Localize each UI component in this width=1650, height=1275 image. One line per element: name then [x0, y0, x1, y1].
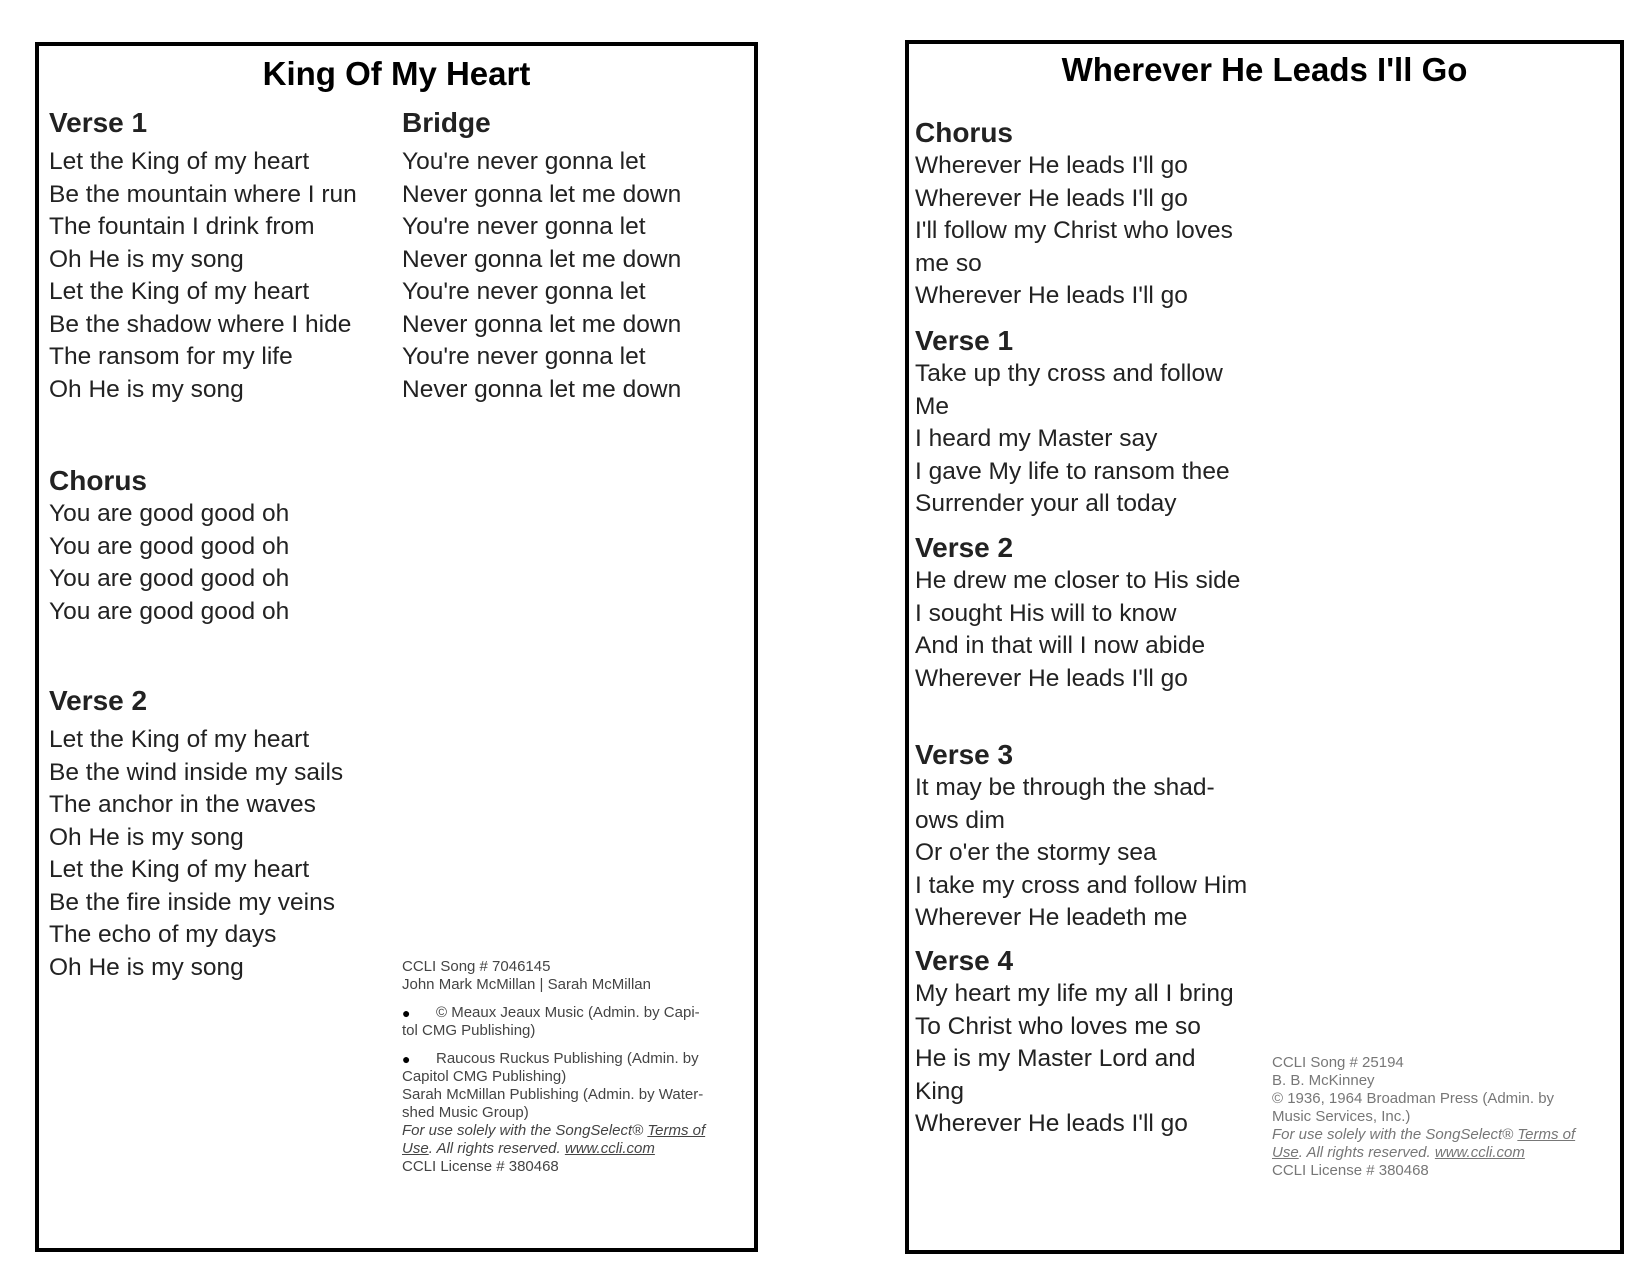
lyric-line: Wherever He leads I'll go [915, 1110, 1188, 1137]
usage-text: For use solely with the SongSelect® [1272, 1126, 1518, 1143]
lyric-line: He drew me closer to His side [915, 567, 1241, 594]
lyric-line: Wherever He leads I'll go [915, 282, 1188, 309]
lyric-line: Oh He is my song [49, 375, 244, 403]
lyric-line: Oh He is my song [49, 245, 244, 273]
song-title: King Of My Heart [262, 55, 531, 92]
rights-text: . All rights reserved. [1298, 1144, 1435, 1161]
section-heading: Verse 4 [915, 945, 1014, 976]
lyric-line: Never gonna let me down [402, 245, 682, 273]
lyric-lines [915, 565, 1240, 695]
ccli-license: CCLI License # 380468 [402, 1158, 559, 1175]
rights-text: . All rights reserved. [428, 1140, 565, 1157]
lyric-line: Wherever He leadeth me [915, 904, 1188, 931]
lyric-line: You're never gonna let [402, 213, 646, 240]
lyric-line: Or o'er the stormy sea [915, 839, 1157, 866]
publisher-item [402, 1050, 742, 1086]
lyric-line: Let the King of my heart [49, 856, 310, 883]
lyric-line: Be the mountain where I run [49, 180, 357, 208]
verse-1-section [915, 324, 1230, 521]
lyric-line: I'll follow my Christ who loves [915, 217, 1233, 244]
section-heading: Bridge [402, 107, 491, 138]
verse-3-section [915, 738, 1247, 935]
lyric-line: Me [915, 392, 950, 420]
publisher-item [402, 1004, 742, 1040]
lyric-line: King [915, 1077, 965, 1105]
ccli-song-number: CCLI Song # 25194 [1272, 1054, 1404, 1071]
lyric-line: The fountain I drink from [49, 213, 315, 240]
lyric-line: I sought His will to know [915, 599, 1177, 627]
publisher-text: Sarah McMillan Publishing (Admin. by Water- [402, 1086, 704, 1103]
song-sheet-king-of-my-heart [35, 42, 758, 1252]
lyric-line: Let the King of my heart [49, 148, 310, 175]
lyric-lines [915, 772, 1247, 935]
chorus-section [915, 116, 1233, 313]
lyric-line: Oh He is my song [49, 823, 244, 851]
ccli-footer [402, 958, 742, 1176]
lyric-line: I gave My life to ransom thee [915, 457, 1230, 485]
terms-of-use-link[interactable]: Use [1272, 1144, 1299, 1161]
section-heading: Verse 1 [49, 107, 148, 138]
lyric-line: You're never gonna let [402, 343, 646, 370]
publisher-text: Capitol CMG Publishing) [402, 1068, 567, 1085]
song-title: Wherever He Leads I'll Go [1061, 51, 1468, 88]
publisher-text: shed Music Group) [402, 1104, 529, 1121]
terms-of-use-link[interactable]: Use [402, 1140, 429, 1157]
chorus-section [49, 464, 289, 628]
lyric-lines [402, 146, 681, 406]
usage-notice [402, 1122, 742, 1140]
lyric-line: You are good good oh [49, 565, 290, 592]
lyric-lines [915, 358, 1230, 521]
lyric-line: You are good good oh [49, 500, 290, 527]
lyric-line: He is my Master Lord and [915, 1045, 1196, 1072]
lyric-line: Be the shadow where I hide [49, 310, 352, 338]
verse-2-section [49, 684, 343, 984]
lyric-line: Wherever He leads I'll go [915, 152, 1188, 179]
copyright-text: Music Services, Inc.) [1272, 1108, 1411, 1125]
verse-1-section [49, 106, 357, 406]
section-heading: Verse 1 [915, 325, 1014, 356]
lyric-line: me so [915, 249, 982, 277]
lyric-line: My heart my life my all I bring [915, 980, 1234, 1007]
ccli-website-link[interactable]: www.ccli.com [564, 1140, 655, 1157]
lyric-line: ows dim [915, 806, 1005, 834]
lyric-line: Be the wind inside my sails [49, 758, 344, 786]
song-authors: B. B. McKinney [1272, 1072, 1375, 1089]
lyric-lines [915, 150, 1233, 313]
lyric-line: I heard my Master say [915, 425, 1158, 452]
lyric-line: Wherever He leads I'll go [915, 184, 1188, 212]
lyric-lines [915, 978, 1234, 1141]
ccli-song-number: CCLI Song # 7046145 [402, 958, 551, 975]
publisher-text: © Meaux Jeaux Music (Admin. by Capi- [436, 1004, 700, 1021]
lyric-line: To Christ who loves me so [915, 1012, 1201, 1040]
lyric-line: Never gonna let me down [402, 310, 682, 338]
verse-4-section [915, 944, 1234, 1141]
copyright-text: © 1936, 1964 Broadman Press (Admin. by [1272, 1090, 1555, 1107]
ccli-footer [1272, 1054, 1617, 1180]
lyric-line: Never gonna let me down [402, 375, 682, 403]
usage-notice [402, 1140, 742, 1158]
lyric-line: Oh He is my song [49, 953, 244, 981]
bullet-icon: ● [402, 1005, 411, 1021]
section-heading: Chorus [915, 117, 1013, 148]
lyric-lines [49, 498, 289, 628]
lyric-line: You're never gonna let [402, 278, 646, 305]
lyric-line: You're never gonna let [402, 148, 646, 175]
ccli-license: CCLI License # 380468 [1272, 1162, 1429, 1179]
lyric-line: Take up thy cross and follow [915, 360, 1223, 387]
terms-of-use-link[interactable]: Terms of [1517, 1126, 1576, 1143]
lyric-line: I take my cross and follow Him [915, 871, 1248, 899]
lyric-lines [49, 724, 343, 984]
song-authors: John Mark McMillan | Sarah McMillan [402, 976, 651, 993]
usage-text: For use solely with the SongSelect® [402, 1122, 648, 1139]
publisher-text: tol CMG Publishing) [402, 1022, 536, 1039]
lyric-line: The echo of my days [49, 921, 277, 948]
lyric-line: Wherever He leads I'll go [915, 664, 1188, 692]
verse-2-section [915, 531, 1240, 695]
lyric-line: Never gonna let me down [402, 180, 682, 208]
lyric-line: And in that will I now abide [915, 632, 1206, 659]
bullet-icon: ● [402, 1051, 411, 1067]
bridge-section [402, 106, 681, 406]
lyric-line: Let the King of my heart [49, 278, 310, 305]
lyric-line: The ransom for my life [49, 343, 293, 370]
lyric-line: You are good good oh [49, 532, 290, 560]
lyric-lines [49, 146, 357, 406]
section-heading: Verse 3 [915, 739, 1014, 770]
publisher-text: Raucous Ruckus Publishing (Admin. by [436, 1050, 699, 1067]
lyric-line: Be the fire inside my veins [49, 888, 335, 916]
lyric-line: The anchor in the waves [49, 791, 316, 818]
song-sheet-wherever-he-leads [905, 40, 1624, 1254]
lyric-line: Let the King of my heart [49, 726, 310, 753]
section-heading: Verse 2 [915, 532, 1014, 563]
lyric-line: Surrender your all today [915, 490, 1177, 517]
lyric-line: You are good good oh [49, 597, 290, 625]
section-heading: Chorus [49, 465, 147, 496]
section-heading: Verse 2 [49, 685, 148, 716]
usage-notice [1272, 1144, 1617, 1162]
ccli-website-link[interactable]: www.ccli.com [1434, 1144, 1525, 1161]
lyric-line: It may be through the shad- [915, 774, 1215, 801]
terms-of-use-link[interactable]: Terms of [647, 1122, 706, 1139]
usage-notice [1272, 1126, 1617, 1144]
